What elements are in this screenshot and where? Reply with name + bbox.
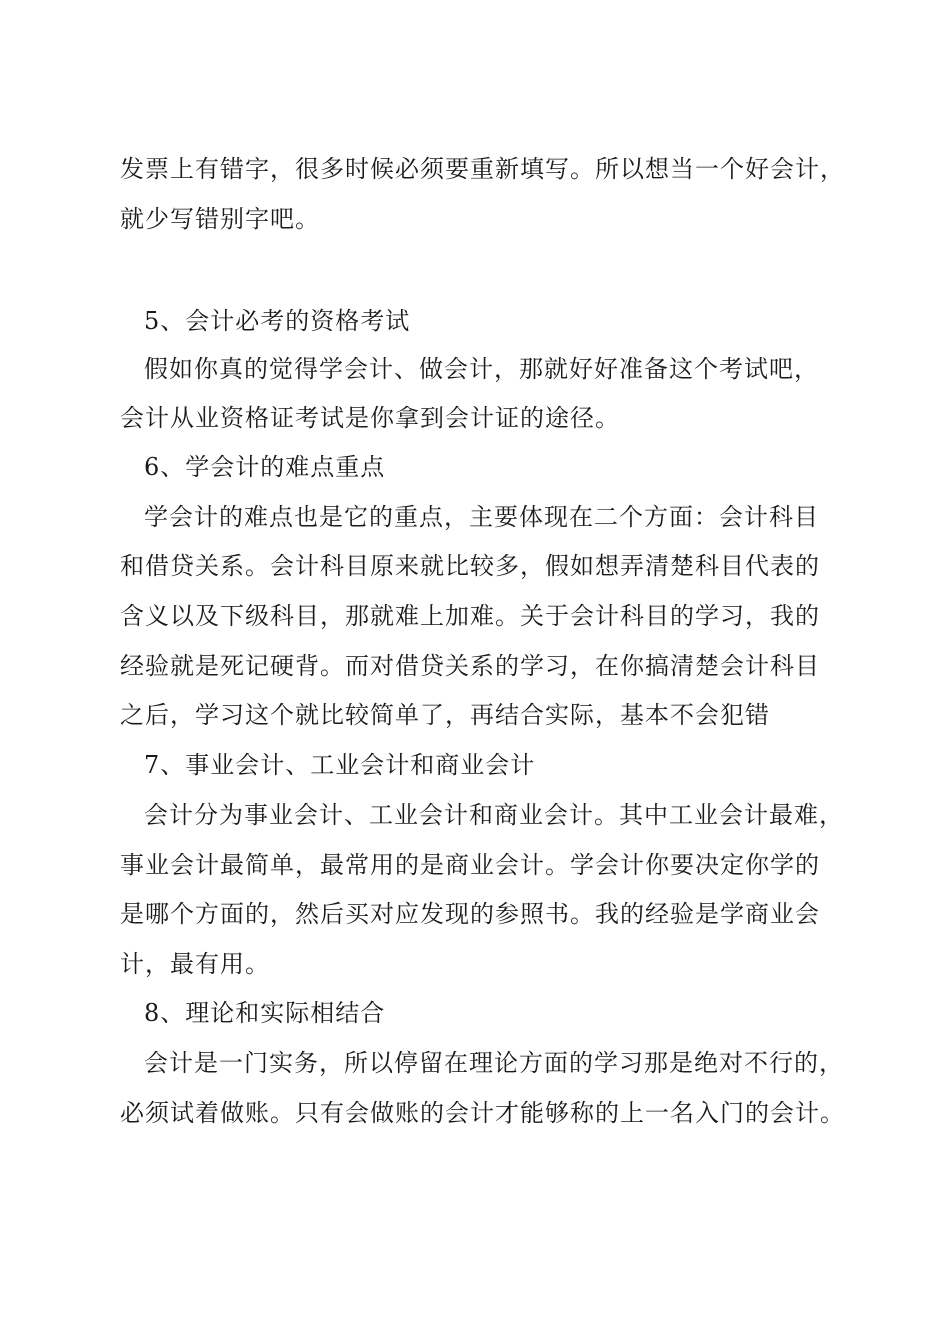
- paragraph-line: 含义以及下级科目，那就难上加难。关于会计科目的学习，我的: [120, 602, 820, 630]
- paragraph-line: 计，最有用。: [120, 950, 270, 978]
- paragraph-line: 学会计的难点也是它的重点，主要体现在二个方面：会计科目: [144, 503, 819, 531]
- section-heading: 6、学会计的难点重点: [144, 453, 386, 481]
- section-heading: 7、事业会计、工业会计和商业会计: [144, 751, 536, 779]
- paragraph-line: 和借贷关系。会计科目原来就比较多，假如想弄清楚科目代表的: [120, 552, 820, 580]
- paragraph-line: 假如你真的觉得学会计、做会计，那就好好准备这个考试吧，: [144, 355, 819, 383]
- paragraph-line: 发票上有错字，很多时候必须要重新填写。所以想当一个好会计，: [120, 155, 845, 183]
- paragraph-line: 是哪个方面的，然后买对应发现的参照书。我的经验是学商业会: [120, 900, 820, 928]
- paragraph-line: 事业会计最简单，最常用的是商业会计。学会计你要决定你学的: [120, 851, 820, 879]
- paragraph-line: 就少写错别字吧。: [120, 205, 320, 233]
- paragraph-line: 之后，学习这个就比较简单了，再结合实际，基本不会犯错: [120, 701, 770, 729]
- paragraph-line: 会计从业资格证考试是你拿到会计证的途径。: [120, 404, 620, 432]
- paragraph-line: 必须试着做账。只有会做账的会计才能够称的上一名入门的会计。: [120, 1099, 845, 1127]
- section-heading: 8、理论和实际相结合: [144, 999, 386, 1027]
- section-heading: 5、会计必考的资格考试: [144, 307, 411, 335]
- paragraph-line: 会计是一门实务，所以停留在理论方面的学习那是绝对不行的，: [144, 1049, 844, 1077]
- paragraph-line: 经验就是死记硬背。而对借贷关系的学习，在你搞清楚会计科目: [120, 652, 820, 680]
- paragraph-line: 会计分为事业会计、工业会计和商业会计。其中工业会计最难，: [144, 801, 844, 829]
